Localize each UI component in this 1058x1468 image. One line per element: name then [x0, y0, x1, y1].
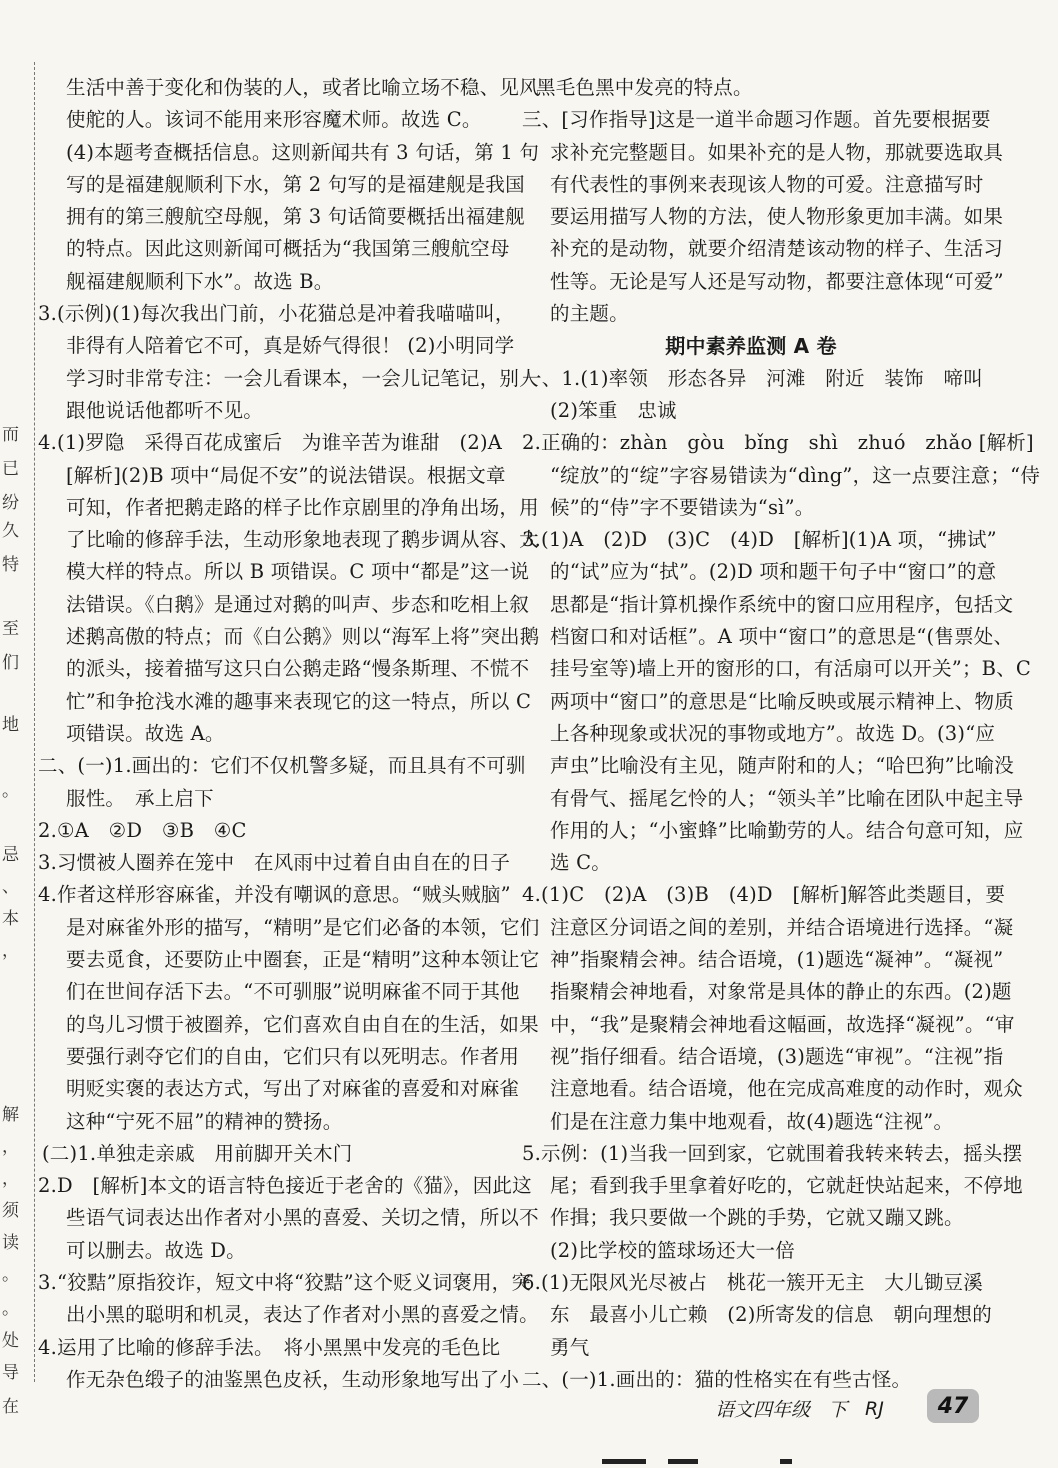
edge-fragment: ， — [2, 1169, 19, 1189]
edge-fragment: 。 — [2, 1299, 19, 1319]
edge-fragment: 导 — [2, 1363, 19, 1383]
edge-mark — [780, 1459, 792, 1464]
text-line: 项错误。故选 A。 — [66, 721, 225, 745]
edge-fragment: 而 — [2, 425, 19, 445]
edge-fragment: 读 — [2, 1233, 19, 1253]
text-line: 二、(一)1.画出的：猫的性格实在有些古怪。 — [522, 1367, 912, 1391]
text-line: 学习时非常专注：一会儿看课本，一会儿记笔记，别人 — [66, 366, 539, 390]
footer-volume: 下 — [828, 1399, 848, 1421]
text-line: 补充的是动物，就要介绍清楚该动物的样子、生活习 — [550, 237, 1004, 261]
edge-fragment: 本 — [2, 909, 19, 929]
text-line: 思都是“指计算机操作系统中的窗口应用程序，包括文 — [550, 592, 1014, 616]
edge-fragment: 特 — [2, 555, 19, 575]
text-line: 尾；看到我手里拿着好吃的，它就赶快站起来，不停地 — [550, 1174, 1023, 1198]
edge-fragment: 至 — [2, 619, 19, 639]
text-line: 6.(1)无限风光尽被占 桃花一簇开无主 大儿锄豆溪 — [522, 1270, 983, 1294]
text-line: 这种“宁死不屈”的精神的赞扬。 — [66, 1109, 343, 1133]
edge-fragment: ， — [2, 1137, 19, 1157]
text-line: 视”指仔细看。结合语境，(3)题选“审视”。“注视”指 — [550, 1044, 1004, 1068]
edge-mark — [602, 1459, 646, 1464]
text-line: 东 最喜小儿亡赖 (2)所寄发的信息 朝向理想的 — [550, 1303, 992, 1327]
text-line: (2)笨重 忠诚 — [550, 398, 677, 422]
text-line: 忙”和争抢浅水滩的趣事来表现它的这一特点，所以 C — [66, 689, 532, 713]
text-line: 三、[习作指导]这是一道半命题习作题。首先要根据要 — [522, 108, 991, 132]
text-line: 法错误。《白鹅》是通过对鹅的叫声、步态和吃相上叙 — [66, 592, 530, 616]
text-line: 选 C。 — [550, 851, 611, 875]
text-line: 4.(1)罗隐 采得百花成蜜后 为谁辛苦为谁甜 (2)A — [38, 431, 503, 455]
text-line: 非得有人陪着它不可，真是娇气得很！ (2)小明同学 — [66, 334, 515, 358]
text-line: 黑毛色黑中发亮的特点。 — [536, 76, 753, 99]
edge-fragment: 在 — [2, 1397, 19, 1417]
text-line: 作无杂色缎子的油鉴黑色皮袄，生动形象地写出了小 — [66, 1367, 520, 1391]
edge-fragment: 们 — [2, 653, 19, 673]
text-line: 两项中“窗口”的意思是“比喻反映或展示精神上、物质 — [550, 689, 1014, 713]
right-column — [522, 72, 1041, 1396]
text-line: 出小黑的聪明和机灵，表达了作者对小黑的喜爱之情。 — [66, 1303, 539, 1327]
text-line: 要运用描写人物的方法，使人物形象更加丰满。如果 — [550, 205, 1004, 229]
text-line: 要强行剥夺它们的自由，它们只有以死明志。作者用 — [66, 1044, 520, 1068]
text-line: 勇气 — [550, 1335, 590, 1359]
text-line: 3.“狡黠”原指狡诈，短文中将“狡黠”这个贬义词褒用，突 — [38, 1270, 532, 1294]
text-line: 有代表性的事例来表现该人物的可爱。注意描写时 — [550, 172, 984, 196]
edge-fragment: 地 — [2, 715, 19, 735]
text-line: 5.示例：(1)当我一回到家，它就围着我转来转去，摇头摆 — [522, 1141, 1023, 1165]
text-line: 跟他说话他都听不见。 — [66, 398, 264, 422]
edge-fragment: 纷 — [2, 493, 19, 513]
left-column — [38, 72, 540, 1396]
text-line: 是对麻雀外形的描写，“精明”是它们必备的本领，它们 — [66, 915, 540, 939]
edge-fragment: 处 — [2, 1331, 19, 1351]
text-line: “绽放”的“绽”字容易错读为“dìng”，这一点要注意；“侍 — [550, 463, 1041, 487]
edge-fragment: 久 — [2, 521, 19, 541]
footer-edition: RJ — [865, 1397, 884, 1420]
text-line: 上各种现象或状况的事物或地方”。故选 D。(3)“应 — [550, 721, 996, 745]
text-line: 3.(示例)(1)每次我出门前，小花猫总是冲着我喵喵叫， — [38, 302, 515, 326]
page-number-badge: 47 — [927, 1389, 979, 1423]
text-line: 述鹅高傲的特点；而《白公鹅》则以“海军上将”突出鹅 — [66, 625, 540, 649]
text-line: 神”指聚精会神。结合语境，(1)题选“凝神”。“凝视” — [550, 948, 1004, 972]
edge-mark — [668, 1459, 698, 1464]
edge-fragment: ， — [2, 941, 19, 961]
edge-fragment: 已 — [2, 459, 19, 479]
text-line: 2.正确的：zhàn gòu bǐng shì zhuó zhǎo [解析] — [522, 431, 1034, 455]
left-edge-fragments — [0, 60, 20, 1417]
text-line: 的“试”应为“拭”。(2)D 项和题干句子中“窗口”的意 — [550, 560, 997, 584]
text-line: 作揖；我只要做一个跳的手势，它就又蹦又跳。 — [550, 1206, 964, 1230]
section-title: 期中素养监测 A 卷 — [665, 334, 837, 359]
text-line: 可知，作者把鹅走路的样子比作京剧里的净角出场，用 — [66, 495, 539, 519]
text-line: 中，“我”是聚精会神地看这幅画，故选择“凝视”。“审 — [550, 1012, 1015, 1036]
text-line: 指聚精会神地看，对象常是具体的静止的东西。(2)题 — [550, 980, 1012, 1004]
text-line: (2)比学校的篮球场还大一倍 — [550, 1238, 795, 1262]
text-line: 4.作者这样形容麻雀，并没有嘲讽的意思。“贼头贼脑” — [38, 883, 511, 907]
text-line: 了比喻的修辞手法，生动形象地表现了鹅步调从容、大 — [66, 528, 539, 552]
text-line: 3.(1)A (2)D (3)C (4)D [解析](1)A 项，“拂试” — [522, 528, 997, 552]
footer-subject: 语文四年级 — [715, 1399, 811, 1421]
text-line: 挂号室等)墙上开的窗形的口，有活扇可以开关”；B、C — [550, 657, 1032, 681]
text-line: 一、1.(1)率领 形态各异 河滩 附近 装饰 啼叫 — [522, 366, 983, 390]
text-line: 拥有的第三艘航空母舰，第 3 句话简要概括出福建舰 — [66, 205, 525, 229]
text-line: 注意区分词语之间的差别，并结合语境进行选择。“凝 — [550, 915, 1014, 939]
text-line: 服性。 承上启下 — [66, 786, 214, 810]
text-line: 2.①A ②D ③B ④C — [38, 818, 247, 842]
text-line: 候”的“侍”字不要错读为“sì”。 — [550, 495, 815, 519]
text-line: 作用的人；“小蜜蜂”比喻勤劳的人。结合句意可知，应 — [550, 818, 1024, 842]
text-line: 些语气词表达出作者对小黑的喜爱、关切之情，所以不 — [66, 1206, 539, 1230]
text-line: (二)1.单独走亲戚 用前脚开关木门 — [42, 1141, 353, 1165]
bottom-edge-marks — [600, 1455, 1058, 1468]
text-line: 的特点。因此这则新闻可概括为“我国第三艘航空母 — [66, 237, 510, 261]
text-line: 声虫”比喻没有主见，随声附和的人；“哈巴狗”比喻没 — [550, 754, 1014, 778]
text-line: 2.D [解析]本文的语言特色接近于老舍的《猫》，因此这 — [38, 1174, 532, 1198]
text-line: 的派头，接着描写这只白公鹅走路“慢条斯理、不慌不 — [66, 657, 530, 681]
edge-fragment: 解 — [2, 1105, 19, 1125]
edge-fragment: 。 — [2, 781, 19, 801]
edge-fragment: 、 — [2, 877, 19, 897]
text-line: 有骨气、摇尾乞怜的人；“领头羊”比喻在团队中起主导 — [550, 786, 1024, 810]
binding-dashed-line — [34, 62, 35, 1382]
text-line: 写的是福建舰顺利下水，第 2 句写的是福建舰是我国 — [66, 172, 525, 196]
text-line: 们在世间存活下去。“不可驯服”说明麻雀不同于其他 — [66, 980, 520, 1004]
text-line: 档窗口和对话框”。A 项中“窗口”的意思是“(售票处、 — [550, 625, 1014, 649]
text-line: 4.运用了比喻的修辞手法。 将小黑黑中发亮的毛色比 — [38, 1335, 501, 1359]
page-footer — [715, 1395, 884, 1422]
text-line: 性等。无论是写人还是写动物，都要注意体现“可爱” — [550, 269, 1004, 293]
text-line: (4)本题考查概括信息。这则新闻共有 3 句话，第 1 句 — [66, 140, 540, 164]
text-line: 的主题。 — [550, 302, 629, 326]
text-line: 模大样的特点。所以 B 项错误。C 项中“都是”这一说 — [66, 560, 530, 584]
text-line: 可以删去。故选 D。 — [66, 1238, 246, 1262]
text-line: 求补充完整题目。如果补充的是人物，那就要选取具 — [550, 140, 1004, 164]
text-line: 的鸟儿习惯于被圈养，它们喜欢自由自在的生活，如果 — [66, 1012, 539, 1036]
text-line: 3.习惯被人圈养在笼中 在风雨中过着自由自在的日子 — [38, 851, 511, 875]
text-line: 使舵的人。该词不能用来形容魔术师。故选 C。 — [66, 108, 482, 132]
text-line: 二、(一)1.画出的：它们不仅机警多疑，而且具有不可驯 — [38, 754, 526, 778]
text-line: [解析](2)B 项中“局促不安”的说法错误。根据文章 — [66, 463, 506, 487]
text-line: 要去觅食，还要防止中圈套，正是“精明”这种本领让它 — [66, 948, 540, 972]
text-line: 舰福建舰顺利下水”。故选 B。 — [66, 269, 334, 293]
text-line: 们是在注意力集中地观看，故(4)题选“注视”。 — [550, 1109, 954, 1133]
text-line: 注意地看。结合语境，他在完成高难度的动作时，观众 — [550, 1077, 1023, 1101]
text-line: 明贬实褒的表达方式，写出了对麻雀的喜爱和对麻雀 — [66, 1077, 520, 1101]
edge-fragment: 须 — [2, 1201, 19, 1221]
edge-fragment: 忌 — [2, 845, 19, 865]
text-line: 4.(1)C (2)A (3)B (4)D [解析]解答此类题目，要 — [522, 883, 1006, 907]
edge-fragment: 。 — [2, 1265, 19, 1285]
text-line: 生活中善于变化和伪装的人，或者比喻立场不稳、见风 — [66, 76, 539, 99]
